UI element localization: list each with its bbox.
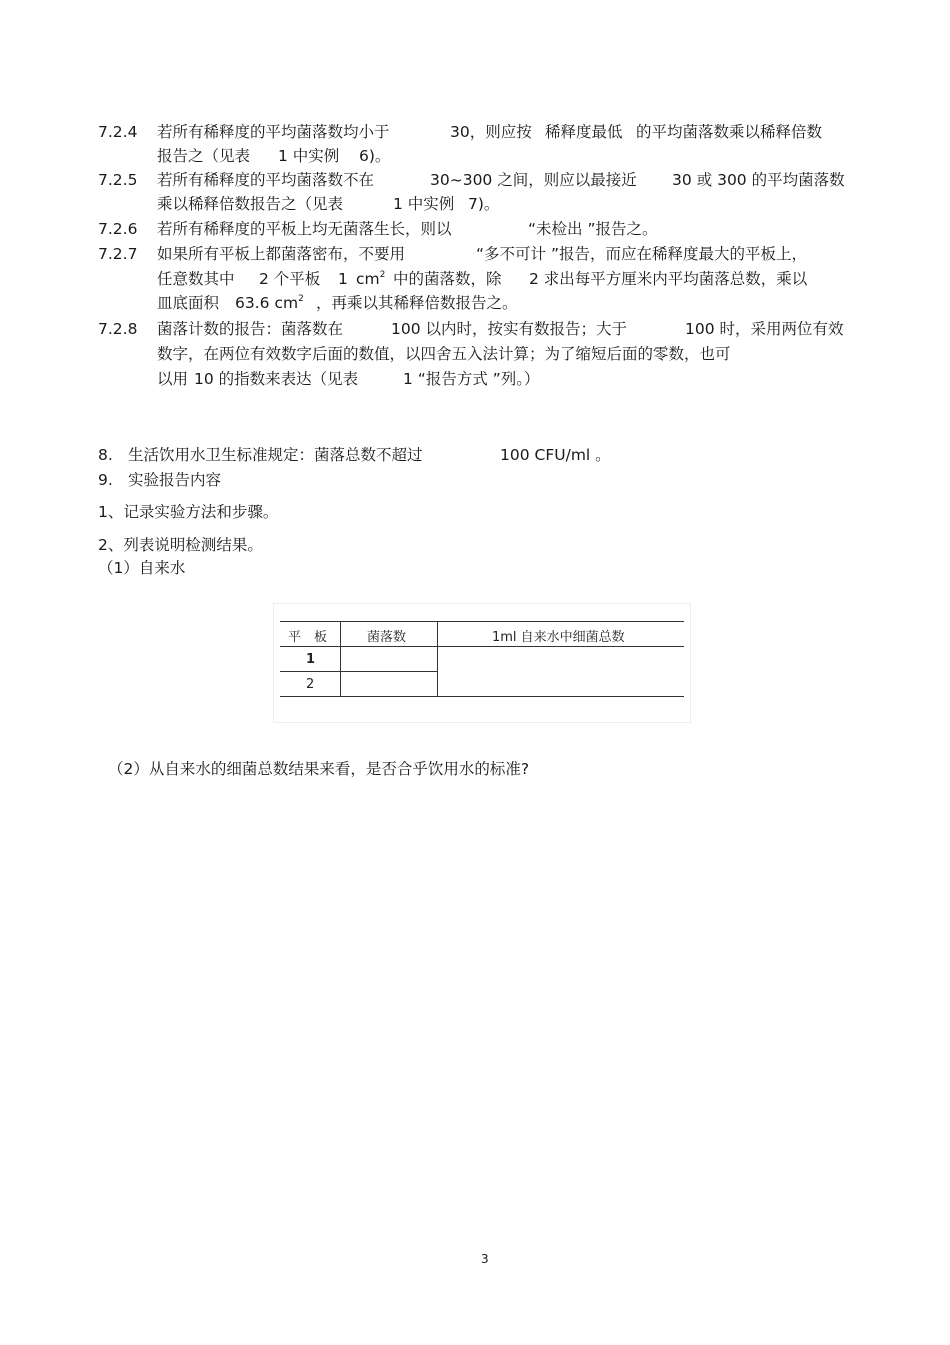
item-text: 30~300 之间，则应以最接近 (430, 171, 637, 189)
item-text: 1 “报告方式 ”列。） (403, 370, 540, 388)
table-row: 1 (306, 652, 316, 667)
step-2: 2、列表说明检测结果。 (98, 536, 263, 554)
item-text: 1 (338, 270, 348, 288)
section-text: 生活饮用水卫生标准规定：菌落总数不超过 (128, 446, 423, 464)
section-number: 9. (98, 471, 113, 489)
item-text: 30 或 300 的平均菌落数 (672, 171, 845, 189)
page-number: 3 (481, 1252, 489, 1266)
item-text: ，再乘以其稀释倍数报告之。 (316, 294, 518, 312)
item-text: 乘以稀释倍数报告之（见表 (157, 195, 344, 213)
section-text: 100 CFU/ml 。 (500, 446, 611, 464)
item-number: 7.2.6 (98, 220, 138, 238)
item-text: 数字，在两位有效数字后面的数值，以四舍五入法计算；为了缩短后面的零数，也可 (157, 345, 731, 363)
item-number: 7.2.8 (98, 320, 138, 338)
item-text: 稀释度最低 (545, 123, 623, 141)
table-header-colony-count: 菌落数 (367, 630, 407, 645)
item-text: 100 以内时，按实有数报告；大于 (391, 320, 628, 338)
item-text: 1 中实例 (393, 195, 455, 213)
item-text: 的平均菌落数乘以稀释倍数 (636, 123, 823, 141)
table-rule (280, 671, 437, 672)
unit-cm: 63.6 $cm^2$ (235, 294, 304, 312)
item-number: 7.2.7 (98, 245, 138, 263)
item-text: 任意数其中 (157, 270, 235, 288)
item-text: 10 的指数来表达（见表 (194, 370, 359, 388)
step-1: 1、记录实验方法和步骤。 (98, 503, 279, 521)
section-text: 实验报告内容 (128, 471, 222, 489)
item-text: “多不可计 ”报告，而应在稀释度最大的平板上， (476, 245, 807, 263)
item-text: 100 时，采用两位有效 (685, 320, 844, 338)
table-rule (340, 621, 341, 697)
item-text: 7)。 (468, 195, 500, 213)
item-number: 7.2.4 (98, 123, 138, 141)
item-text: 30，则应按 (450, 123, 532, 141)
subheading-question: （2）从自来水的细菌总数结果来看，是否合乎饮用水的标准? (108, 760, 530, 778)
item-text: 菌落计数的报告：菌落数在 (157, 320, 344, 338)
table-rule (437, 621, 438, 697)
table-header-plate: 平 板 (288, 630, 328, 645)
item-text: 以用 (157, 370, 189, 388)
results-table (274, 604, 690, 722)
table-row: 2 (306, 677, 315, 692)
item-text: 1 中实例 (278, 147, 340, 165)
item-text: 皿底面积 (157, 294, 220, 312)
item-text: 6)。 (359, 147, 391, 165)
subheading-tap-water: （1）自来水 (98, 559, 186, 577)
item-text: 报告之（见表 (157, 147, 251, 165)
unit-cm: $cm^2$ (356, 270, 386, 288)
item-text: “未检出 ”报告之。 (528, 220, 658, 238)
item-number: 7.2.5 (98, 171, 138, 189)
item-text: 2 个平板 (259, 270, 321, 288)
item-text: 若所有稀释度的平均菌落数不在 (157, 171, 375, 189)
item-text: 若所有稀释度的平板上均无菌落生长，则以 (157, 220, 452, 238)
item-text: 若所有稀释度的平均菌落数均小于 (157, 123, 390, 141)
table-header-total-bacteria: 1ml 自来水中细菌总数 (492, 630, 625, 645)
item-text: 2 求出每平方厘米内平均菌落总数，乘以 (529, 270, 808, 288)
section-number: 8. (98, 446, 113, 464)
item-text: 如果所有平板上都菌落密布，不要用 (157, 245, 406, 263)
item-text: 中的菌落数，除 (393, 270, 502, 288)
